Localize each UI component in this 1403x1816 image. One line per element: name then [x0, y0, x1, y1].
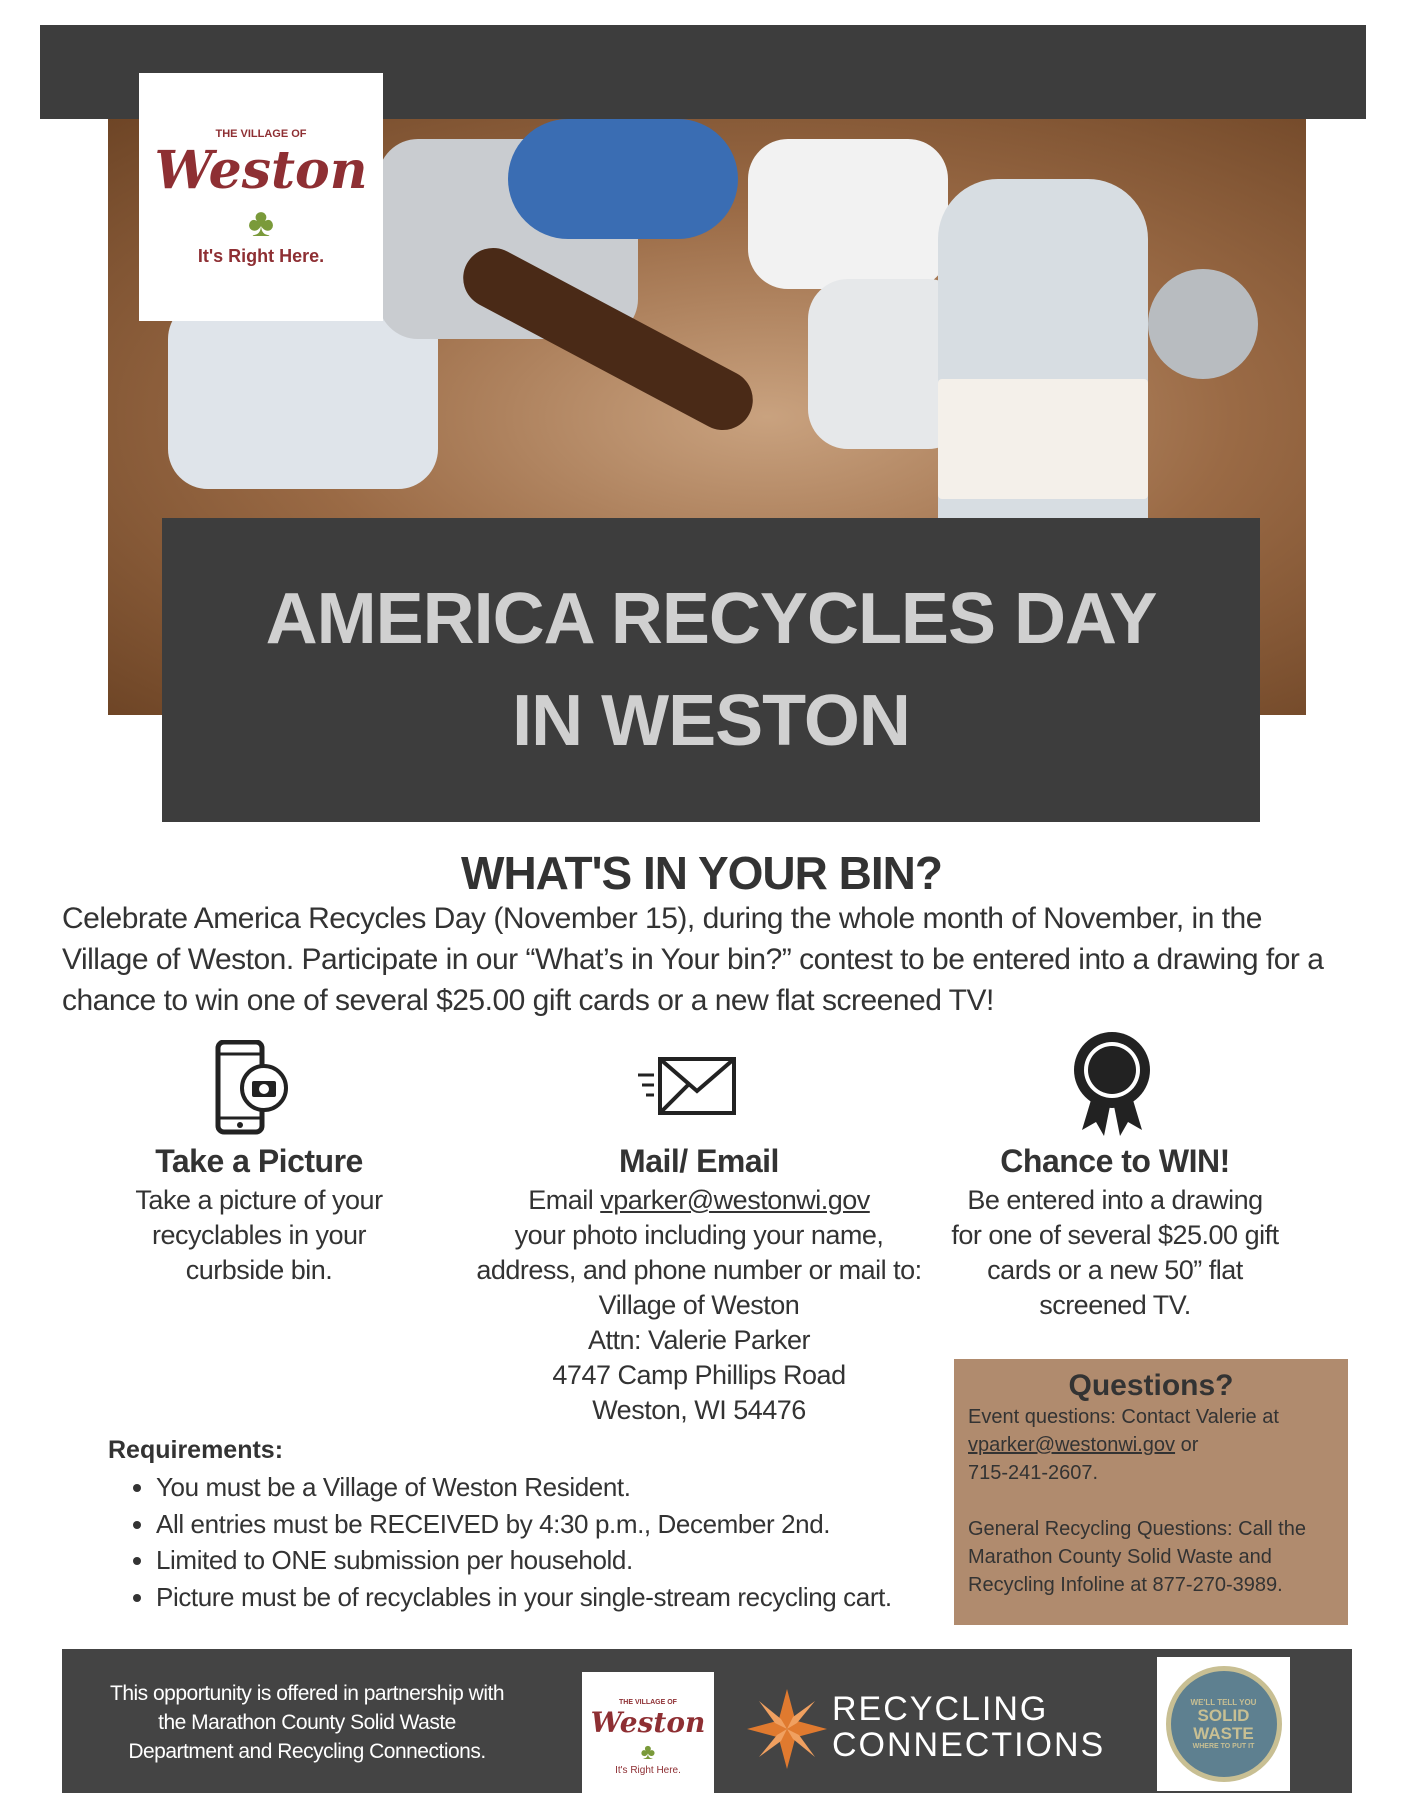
- address-line: Weston, WI 54476: [592, 1395, 806, 1425]
- envelope-icon: [638, 1055, 738, 1119]
- step-chance-to-win: [880, 1144, 1350, 1323]
- phone-camera-icon: [214, 1040, 290, 1136]
- tree-icon: ♣: [640, 1738, 656, 1764]
- step-heading: Take a Picture: [155, 1143, 363, 1179]
- address-line: Village of Weston: [598, 1290, 800, 1320]
- badge-bottom-text: WHERE TO PUT IT: [1192, 1743, 1255, 1750]
- logo-top-text: THE VILLAGE OF: [215, 127, 307, 140]
- requirement-item: • Picture must be of recyclables in your single-stream recycling cart.: [156, 1579, 958, 1616]
- requirements-heading: Requirements:: [108, 1436, 284, 1464]
- email-link[interactable]: vparker@westonwi.gov: [600, 1185, 870, 1215]
- questions-heading: Questions?: [1068, 1369, 1234, 1402]
- questions-box: [954, 1359, 1348, 1625]
- phone-number: 715-241-2607.: [968, 1462, 1099, 1484]
- step-text: address, and phone number or mail to:: [476, 1255, 922, 1285]
- section-heading: WHAT'S IN YOUR BIN?: [461, 847, 942, 899]
- award-ribbon-icon: [1072, 1030, 1152, 1140]
- badge-mid-text: SOLID WASTE: [1193, 1706, 1254, 1743]
- weston-footer-logo: [582, 1672, 714, 1802]
- contact-line: [968, 1431, 1334, 1459]
- badge-top-text: WE'LL TELL YOU: [1190, 1698, 1257, 1707]
- event-questions-text: Event questions: Contact Valerie at: [968, 1406, 1279, 1428]
- recycling-connections-logo: [832, 1691, 1105, 1763]
- logo-name: Weston: [590, 1705, 706, 1739]
- logo-top-text: THE VILLAGE OF: [619, 1698, 677, 1706]
- step-text: Be entered into a drawing for one of several $25.00 gift cards or a new 50” flat screened TV.: [951, 1185, 1279, 1320]
- address-line: 4747 Camp Phillips Road: [552, 1360, 846, 1390]
- step-text: Take a picture of your recyclables in your curbside bin.: [135, 1185, 383, 1285]
- recycling-connections-star-icon: [747, 1689, 827, 1769]
- requirement-item: • All entries must be RECEIVED by 4:30 p.m., December 2nd.: [156, 1506, 958, 1543]
- logo-tagline: It's Right Here.: [615, 1764, 681, 1776]
- requirements-section: [108, 1436, 958, 1615]
- tree-icon: ♣: [247, 200, 275, 245]
- step-heading: Chance to WIN!: [1000, 1143, 1230, 1179]
- email-line: [464, 1183, 934, 1218]
- intro-paragraph: Celebrate America Recycles Day (November 15), during the whole month of November, in the Village of Weston. Participate in our “What’s in Your bin?” contest to be entered into a drawing for a chance to win one of several $25.00 gift cards or a new flat screened TV!: [62, 902, 1324, 1017]
- requirement-item: • Limited to ONE submission per household.: [156, 1542, 958, 1579]
- logo-name: Weston: [154, 139, 368, 201]
- weston-logo: [139, 73, 383, 321]
- logo-tagline: It's Right Here.: [197, 245, 325, 266]
- address-line: Attn: Valerie Parker: [587, 1325, 811, 1355]
- or-text: or: [1175, 1434, 1199, 1456]
- rc-line-2: CONNECTIONS: [832, 1726, 1106, 1764]
- title-line-2: IN WESTON: [512, 681, 910, 761]
- title-line-1: AMERICA RECYCLES DAY: [265, 579, 1157, 659]
- email-prefix: Email: [528, 1185, 601, 1215]
- step-heading: Mail/ Email: [619, 1143, 779, 1179]
- step-mail-email: [464, 1144, 934, 1428]
- rc-line-1: RECYCLING: [832, 1690, 1049, 1728]
- step-take-picture: [24, 1144, 494, 1288]
- title-banner: [162, 518, 1260, 822]
- solid-waste-badge: [1157, 1657, 1290, 1791]
- requirement-item: • You must be a Village of Weston Resident.: [156, 1469, 958, 1506]
- general-questions-text: General Recycling Questions: Call the Marathon County Solid Waste and Recycling Infoline at 877-270-3989.: [968, 1518, 1306, 1596]
- questions-email-link[interactable]: vparker@westonwi.gov: [968, 1434, 1176, 1456]
- step-text: your photo including your name,: [514, 1220, 884, 1250]
- partnership-text: This opportunity is offered in partnership with the Marathon County Solid Waste Department and Recycling Connections.: [110, 1682, 504, 1763]
- footer-banner: [62, 1649, 1352, 1793]
